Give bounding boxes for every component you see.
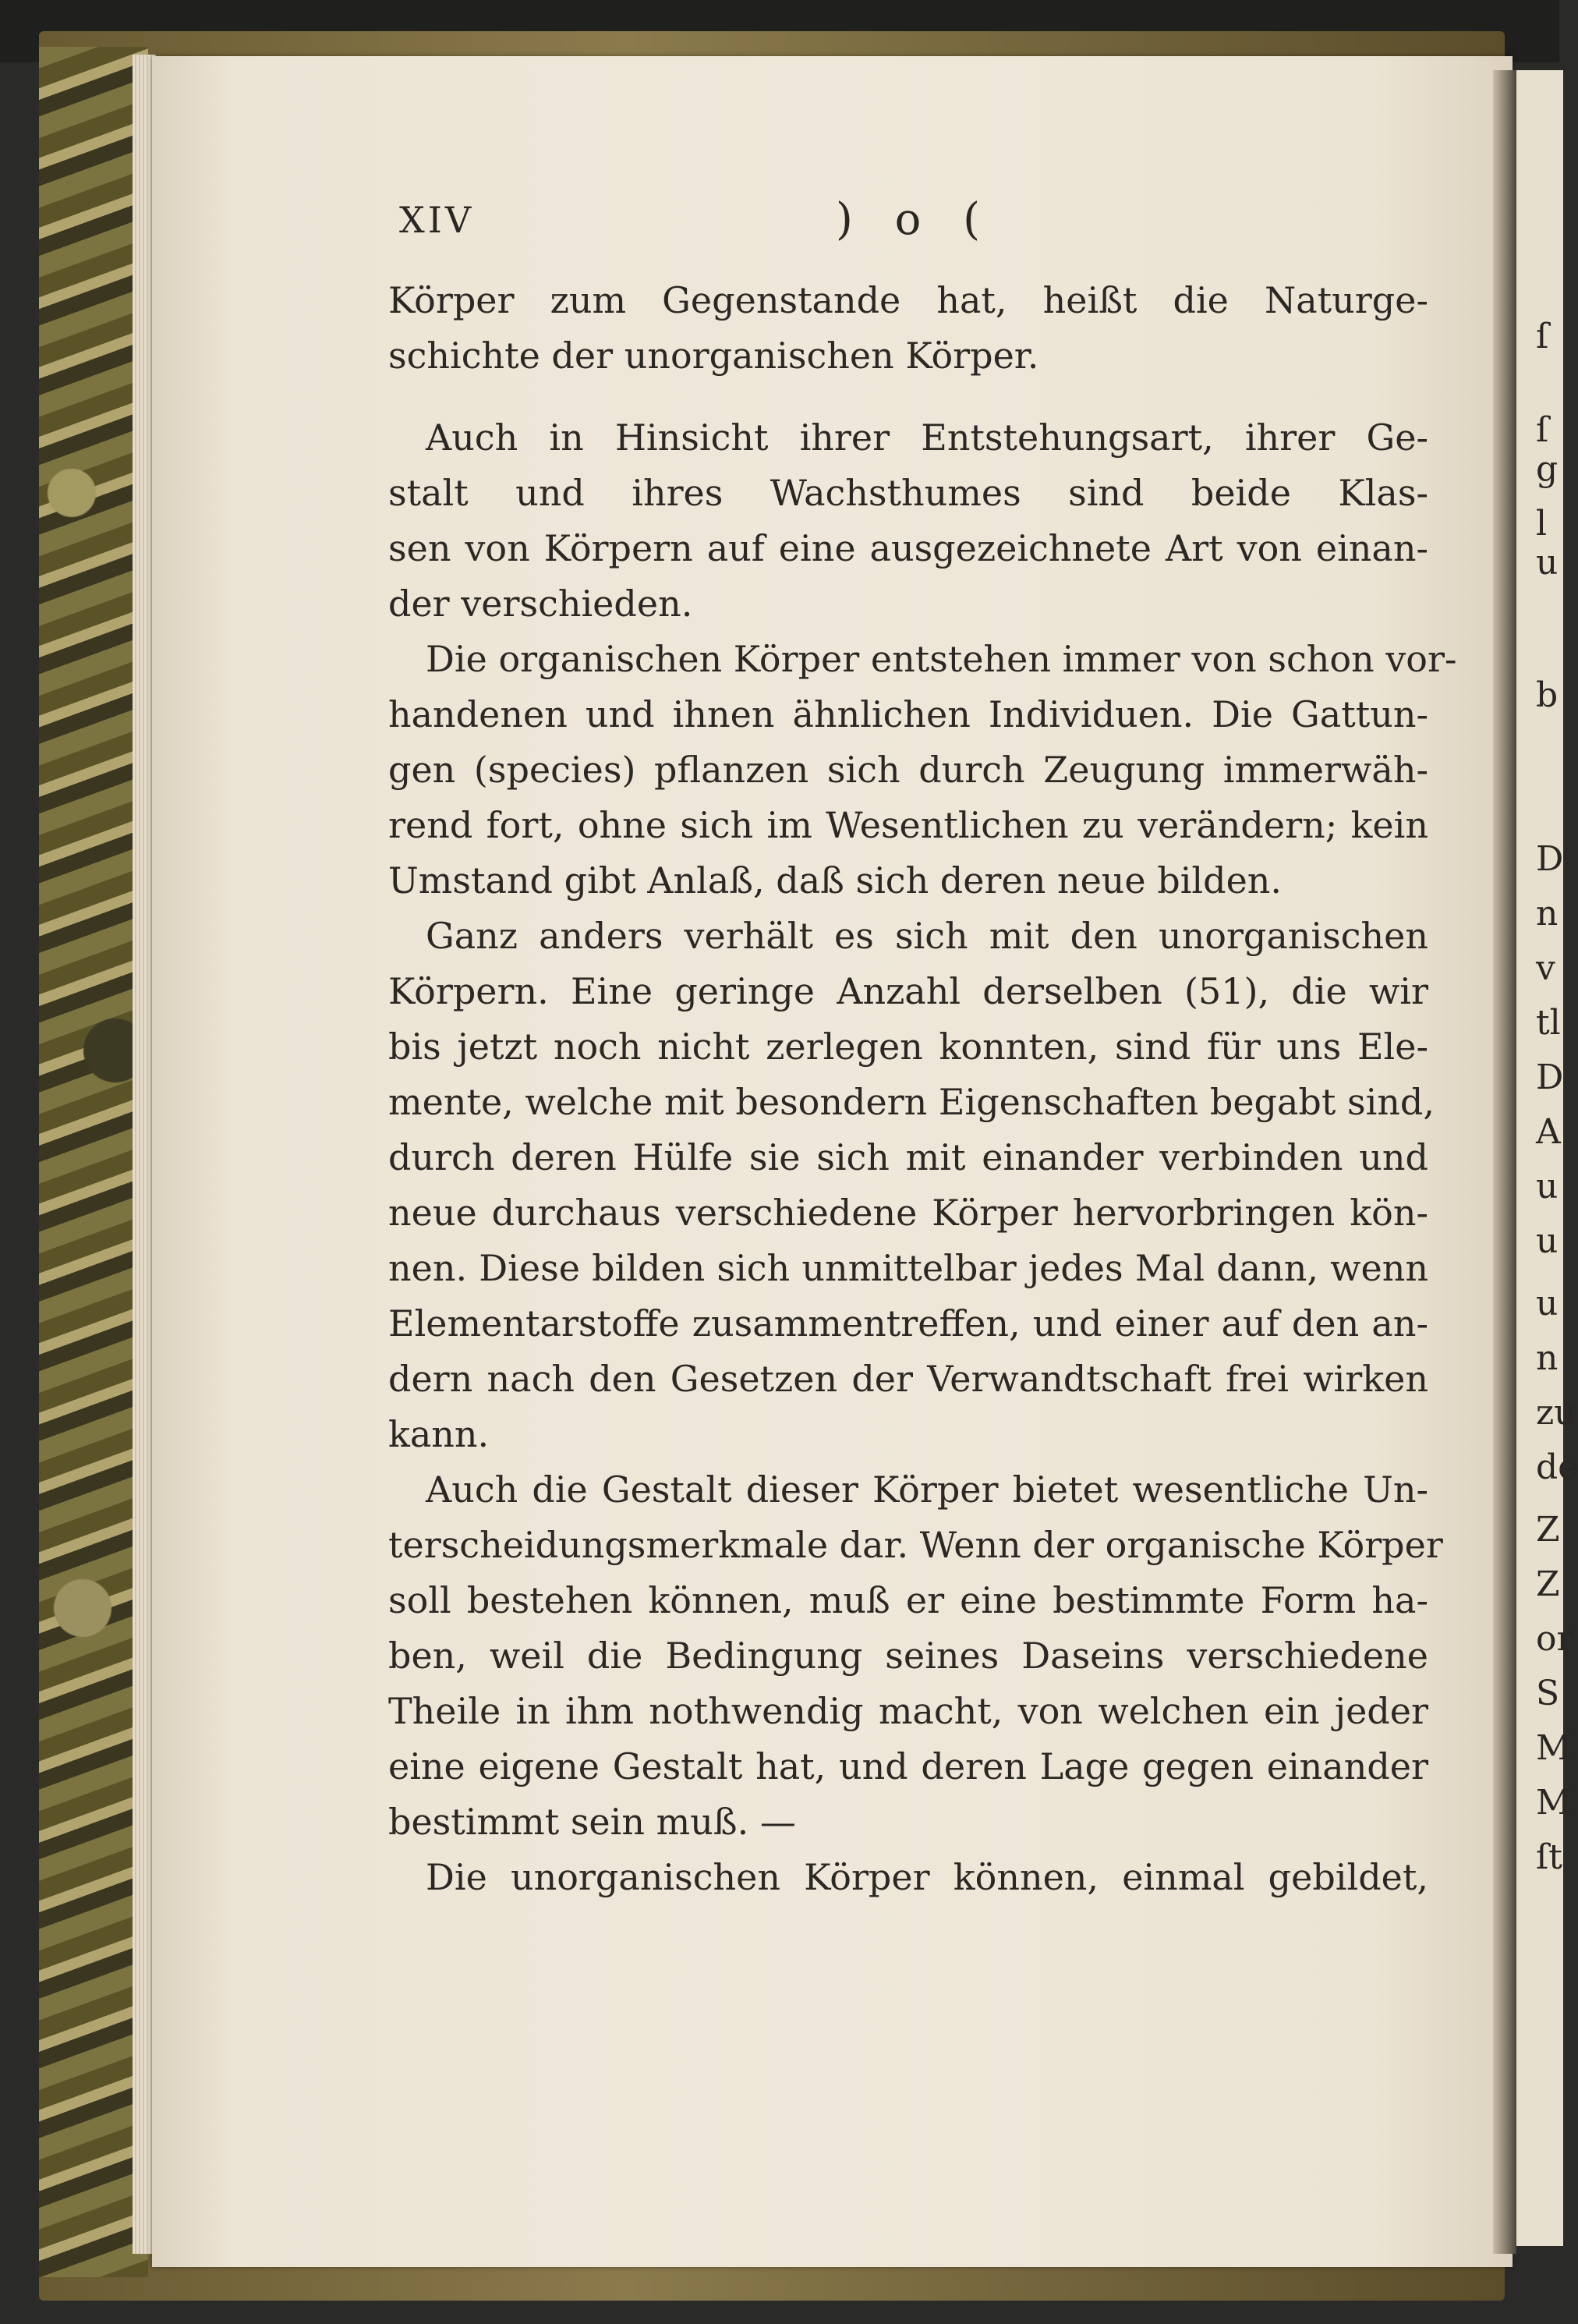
text-line: soll bestehen können, muß er eine bestimmte Form ha- bbox=[388, 1579, 1428, 1621]
facing-page-letter: ſt bbox=[1536, 1837, 1562, 1877]
text-line: bestimmt sein muß. — bbox=[388, 1801, 796, 1843]
facing-page-letter: de bbox=[1536, 1447, 1578, 1487]
text-line: neue durchaus verschiedene Körper hervorbringen kön- bbox=[388, 1192, 1428, 1234]
facing-page-letter: M bbox=[1536, 1728, 1572, 1768]
facing-page-letter: u bbox=[1536, 543, 1559, 583]
facing-page-letter: Z bbox=[1536, 1564, 1560, 1604]
facing-page-letter: v bbox=[1536, 948, 1555, 988]
facing-page-letter: b bbox=[1536, 675, 1559, 715]
text-line: der verschieden. bbox=[388, 583, 693, 625]
facing-page-letter: D bbox=[1536, 839, 1564, 879]
text-line: dern nach den Gesetzen der Verwandtschaft frei wirken bbox=[388, 1358, 1428, 1400]
text-line: schichte der unorganischen Körper. bbox=[388, 335, 1039, 377]
facing-page-letter: u bbox=[1536, 1167, 1559, 1206]
text-line: Auch die Gestalt dieser Körper bietet wesentliche Un- bbox=[426, 1468, 1428, 1511]
text-line: Körper zum Gegenstande hat, heißt die Naturge- bbox=[388, 279, 1428, 321]
text-line: sen von Körpern auf eine ausgezeichnete Art von einan- bbox=[388, 527, 1428, 569]
paragraph-gap bbox=[388, 384, 1428, 410]
facing-page-letter: g bbox=[1536, 449, 1559, 489]
facing-page-letter: D bbox=[1536, 1057, 1564, 1097]
facing-page-letter: Z bbox=[1536, 1510, 1560, 1550]
facing-page-letter: A bbox=[1536, 1112, 1561, 1152]
book-gutter bbox=[1493, 70, 1516, 2254]
facing-page-letter: n bbox=[1536, 894, 1559, 933]
facing-page-letter: tl bbox=[1536, 1003, 1561, 1043]
text-line: durch deren Hülfe sie sich mit einander verbinden und bbox=[388, 1136, 1428, 1178]
page-number: XIV bbox=[399, 199, 475, 241]
marbled-endpaper bbox=[39, 47, 148, 2277]
header-ornament: ) o ( bbox=[836, 194, 995, 245]
facing-page-letter: or bbox=[1536, 1619, 1573, 1659]
facing-page-letter: ſ bbox=[1536, 410, 1549, 450]
body-text bbox=[388, 273, 1457, 1905]
text-line: kann. bbox=[388, 1413, 490, 1455]
text-line: mente, welche mit besondern Eigenschaften begabt sind, bbox=[388, 1081, 1435, 1123]
facing-page-letter: ſ bbox=[1536, 317, 1549, 356]
running-header bbox=[399, 194, 1428, 253]
facing-page-letters bbox=[1536, 0, 1578, 2324]
text-line: Die organischen Körper entstehen immer von schon vor- bbox=[426, 638, 1457, 680]
text-line: ben, weil die Bedingung seines Daseins verschiedene bbox=[388, 1635, 1428, 1677]
text-line: eine eigene Gestalt hat, und deren Lage gegen einander bbox=[388, 1745, 1428, 1787]
text-line: stalt und ihres Wachsthumes sind beide Klas- bbox=[388, 472, 1428, 514]
text-line: Ganz anders verhält es sich mit den unorganischen bbox=[426, 915, 1428, 957]
facing-page-letter: S bbox=[1536, 1674, 1560, 1713]
text-line: Körpern. Eine geringe Anzahl derselben (51), die wir bbox=[388, 970, 1428, 1012]
text-line: nen. Diese bilden sich unmittelbar jedes Mal dann, wenn bbox=[388, 1247, 1428, 1289]
facing-page-letter: zu bbox=[1536, 1393, 1576, 1433]
text-line: handenen und ihnen ähnlichen Individuen. Die Gattun- bbox=[388, 693, 1428, 735]
text-line: Theile in ihm nothwendig macht, von welchen ein jeder bbox=[388, 1690, 1428, 1732]
text-line: rend fort, ohne sich im Wesentlichen zu verändern; kein bbox=[388, 804, 1428, 846]
text-line: terscheidungsmerkmale dar. Wenn der organische Körper bbox=[388, 1524, 1443, 1566]
facing-page-letter: n bbox=[1536, 1338, 1559, 1378]
facing-page-letter: u bbox=[1536, 1221, 1559, 1261]
text-line: Umstand gibt Anlaß, daß sich deren neue bilden. bbox=[388, 859, 1283, 902]
text-line: bis jetzt noch nicht zerlegen konnten, sind für uns Ele- bbox=[388, 1026, 1428, 1068]
text-line: gen (species) pflanzen sich durch Zeugung immerwäh- bbox=[388, 749, 1428, 791]
facing-page-letter: l bbox=[1536, 504, 1548, 544]
facing-page-letter: u bbox=[1536, 1284, 1559, 1323]
text-line: Auch in Hinsicht ihrer Entstehungsart, ihrer Ge- bbox=[426, 416, 1428, 459]
text-line: Die unorganischen Körper können, einmal gebildet, bbox=[426, 1856, 1428, 1898]
text-line: Elementarstoffe zusammentreffen, und einer auf den an- bbox=[388, 1302, 1428, 1344]
facing-page-letter: M bbox=[1536, 1783, 1572, 1823]
